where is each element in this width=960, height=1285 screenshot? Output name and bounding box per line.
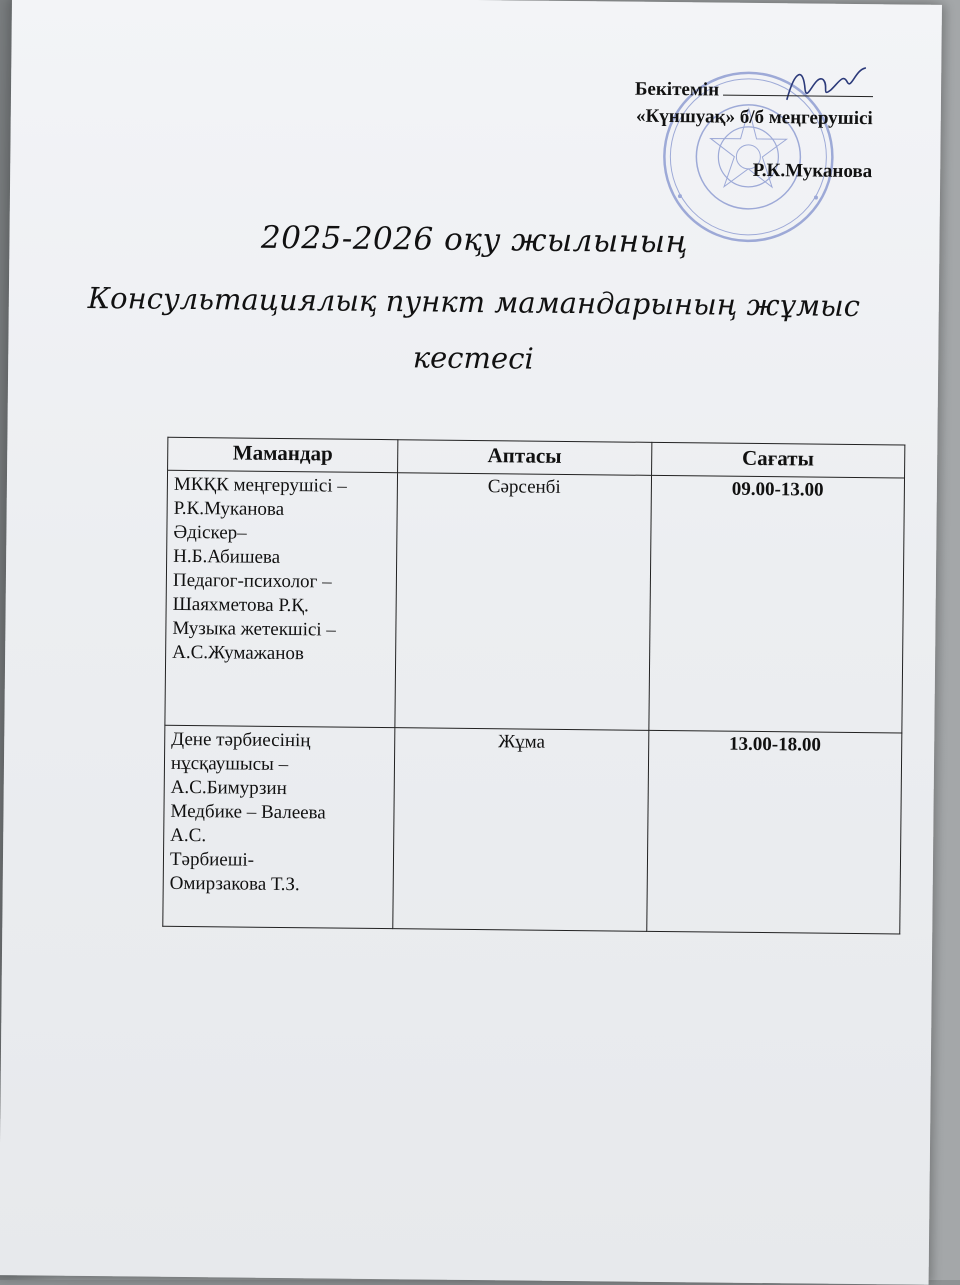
day-cell: Сәрсенбі bbox=[395, 473, 651, 731]
specialist-line: Медбике – Валеева bbox=[170, 800, 326, 824]
specialist-line: А.С. bbox=[170, 824, 207, 847]
approval-label: Бекітемін bbox=[634, 78, 720, 101]
specialist-line: Педагог-психолог – bbox=[172, 569, 332, 593]
header-week: Аптасы bbox=[398, 440, 652, 476]
day-cell: Жұма bbox=[393, 728, 649, 932]
specialists-cell bbox=[165, 470, 398, 727]
document-title-line-3: кестесі bbox=[412, 340, 534, 376]
hours-cell: 09.00-13.00 bbox=[648, 475, 904, 733]
header-specialists: Мамандар bbox=[168, 437, 398, 472]
specialist-line: Тәрбиеші- bbox=[169, 848, 255, 871]
specialists-cell bbox=[163, 725, 395, 928]
table-row bbox=[163, 725, 902, 934]
signature-line bbox=[723, 81, 873, 98]
specialist-line: А.С.Жумажанов bbox=[172, 641, 305, 665]
specialist-line: А.С.Бимурзин bbox=[170, 776, 287, 800]
specialist-line: Дене тәрбиесінің bbox=[171, 728, 311, 752]
approval-block bbox=[634, 76, 873, 185]
specialist-line: Омирзакова Т.З. bbox=[169, 872, 300, 896]
specialist-line: МКҚК меңгерушісі – bbox=[173, 473, 347, 497]
approval-position: «Күншуақ» б/б меңгерушісі bbox=[635, 105, 873, 130]
specialist-line: Н.Б.Абишева bbox=[173, 545, 281, 568]
schedule-table bbox=[162, 437, 905, 935]
hours-cell: 13.00-18.00 bbox=[646, 730, 901, 934]
specialist-line: нұсқаушысы – bbox=[170, 752, 289, 776]
document-title-line-1: 2025-2026 оқу жылының bbox=[260, 219, 689, 261]
specialist-line: Р.К.Муканова bbox=[173, 497, 285, 521]
approval-name: Р.К.Муканова bbox=[752, 159, 873, 183]
table-row bbox=[165, 470, 905, 733]
document-title-line-2: Консультациялық пункт мамандарының жұмыс bbox=[87, 280, 861, 324]
header-hours: Сағаты bbox=[651, 442, 905, 478]
specialist-line: Әдіскер– bbox=[173, 521, 247, 544]
specialist-line: Музыка жетекшісі – bbox=[172, 617, 336, 641]
specialist-line: Шаяхметова Р.Қ. bbox=[172, 593, 309, 617]
